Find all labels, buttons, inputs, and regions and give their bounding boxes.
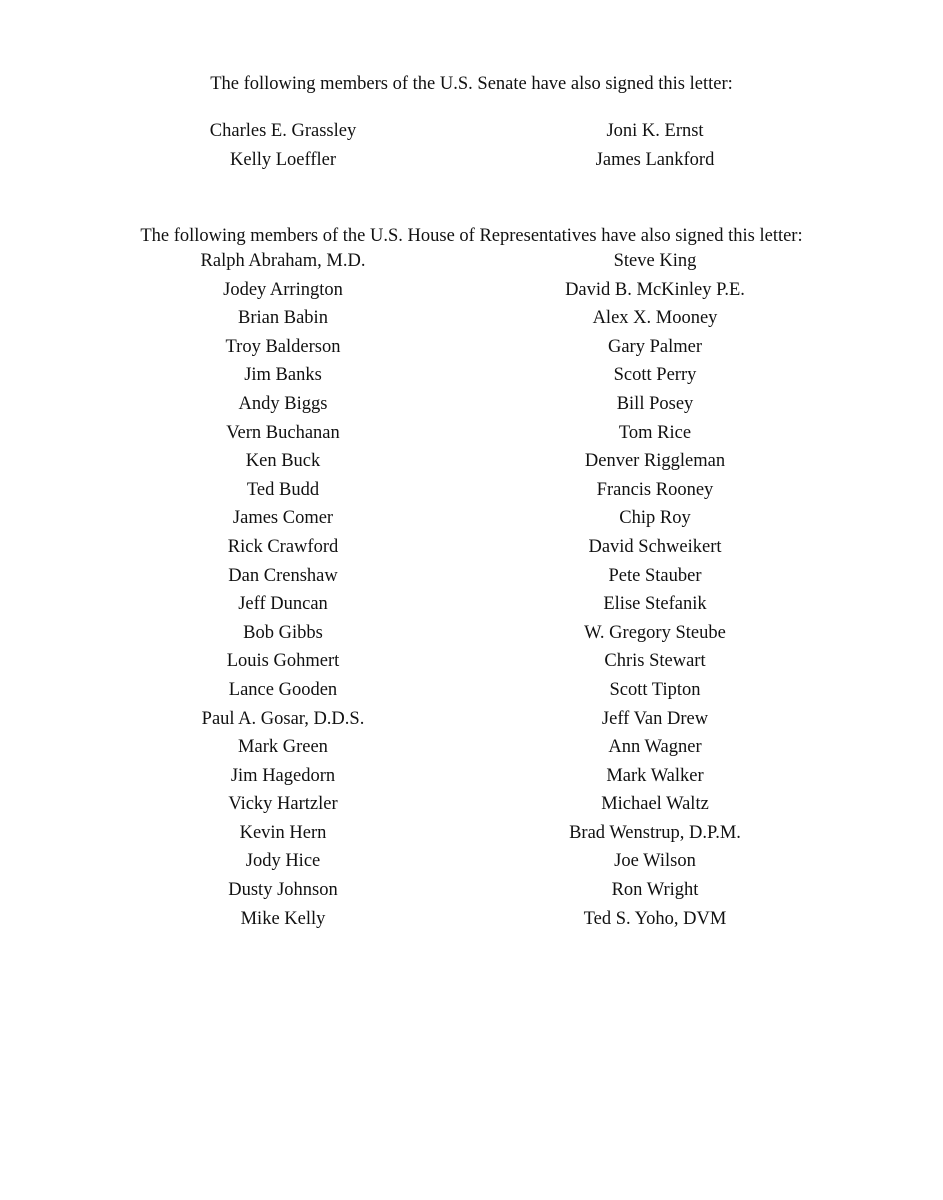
house-signer-name: David B. McKinley P.E.: [565, 279, 745, 300]
house-signer-name: Alex X. Mooney: [592, 308, 718, 329]
house-signer-name: Francis Rooney: [596, 479, 714, 500]
house-signer-name: Michael Waltz: [601, 794, 709, 815]
house-signer-name: Rick Crawford: [227, 536, 339, 557]
senate-signers-right-column: [505, 120, 805, 177]
house-signer-name: Paul A. Gosar, D.D.S.: [201, 708, 365, 729]
house-signer-name: Jodey Arrington: [223, 279, 343, 300]
senate-signer-name: James Lankford: [595, 149, 715, 170]
house-signer-name: Chip Roy: [619, 508, 691, 529]
house-signer-name: W. Gregory Steube: [584, 622, 726, 643]
house-signer-name: Steve King: [613, 251, 697, 271]
house-signer-name: Denver Riggleman: [584, 451, 726, 472]
house-signer-name: Mark Walker: [606, 765, 704, 786]
house-signer-name: Mark Green: [238, 737, 328, 758]
house-signer-name: Ann Wagner: [608, 737, 702, 758]
house-signer-name: David Schweikert: [588, 536, 722, 557]
house-signer-name: Ken Buck: [245, 451, 321, 472]
house-signer-name: Bob Gibbs: [243, 622, 323, 643]
house-signer-name: Jody Hice: [245, 851, 321, 872]
house-signer-name: Brad Wenstrup, D.P.M.: [569, 822, 741, 843]
house-signer-name: Brian Babin: [238, 308, 328, 329]
house-signers-heading: The following members of the U.S. House of Representatives have also signed this letter:: [140, 226, 803, 246]
house-signer-name: Elise Stefanik: [603, 594, 707, 615]
house-signer-name: Jim Hagedorn: [230, 765, 336, 786]
house-signer-name: Lance Gooden: [228, 679, 338, 700]
house-signer-name: Kevin Hern: [239, 822, 327, 843]
house-signer-name: Andy Biggs: [238, 393, 328, 414]
house-signer-name: Scott Perry: [613, 365, 697, 386]
house-signer-name: Vern Buchanan: [226, 422, 340, 443]
house-signer-name: Jim Banks: [244, 365, 322, 386]
house-signer-name: Gary Palmer: [607, 336, 702, 357]
house-signer-name: Troy Balderson: [225, 336, 341, 357]
house-signer-name: Louis Gohmert: [226, 651, 340, 672]
house-signer-name: Ralph Abraham, M.D.: [200, 251, 366, 271]
house-signer-name: Dusty Johnson: [228, 880, 338, 901]
house-signer-name: Ted S. Yoho, DVM: [583, 908, 727, 929]
house-signer-name: Chris Stewart: [604, 651, 706, 672]
house-signer-name: Vicky Hartzler: [228, 794, 338, 815]
senate-signers-heading: The following members of the U.S. Senate have also signed this letter:: [210, 74, 733, 94]
house-signer-name: Pete Stauber: [608, 565, 702, 586]
house-signers-left-column: [133, 250, 433, 936]
house-signer-name: Ron Wright: [611, 880, 699, 901]
house-signer-name: Tom Rice: [618, 422, 692, 443]
house-signer-name: Jeff Van Drew: [601, 708, 709, 729]
house-signers-right-column: [505, 250, 805, 936]
house-signer-name: Mike Kelly: [240, 908, 326, 929]
house-signer-name: Bill Posey: [616, 393, 694, 414]
house-signer-name: Dan Crenshaw: [228, 565, 338, 586]
senate-signer-name: Charles E. Grassley: [209, 121, 357, 141]
senate-signer-name: Kelly Loeffler: [230, 149, 336, 170]
house-signer-name: James Comer: [232, 508, 334, 529]
house-signer-name: Jeff Duncan: [238, 594, 328, 615]
senate-signers-left-column: [133, 120, 433, 177]
senate-signer-name: Joni K. Ernst: [606, 121, 704, 141]
house-signer-name: Joe Wilson: [614, 851, 696, 872]
house-signer-name: Scott Tipton: [609, 679, 701, 700]
house-signer-name: Ted Budd: [246, 479, 320, 500]
